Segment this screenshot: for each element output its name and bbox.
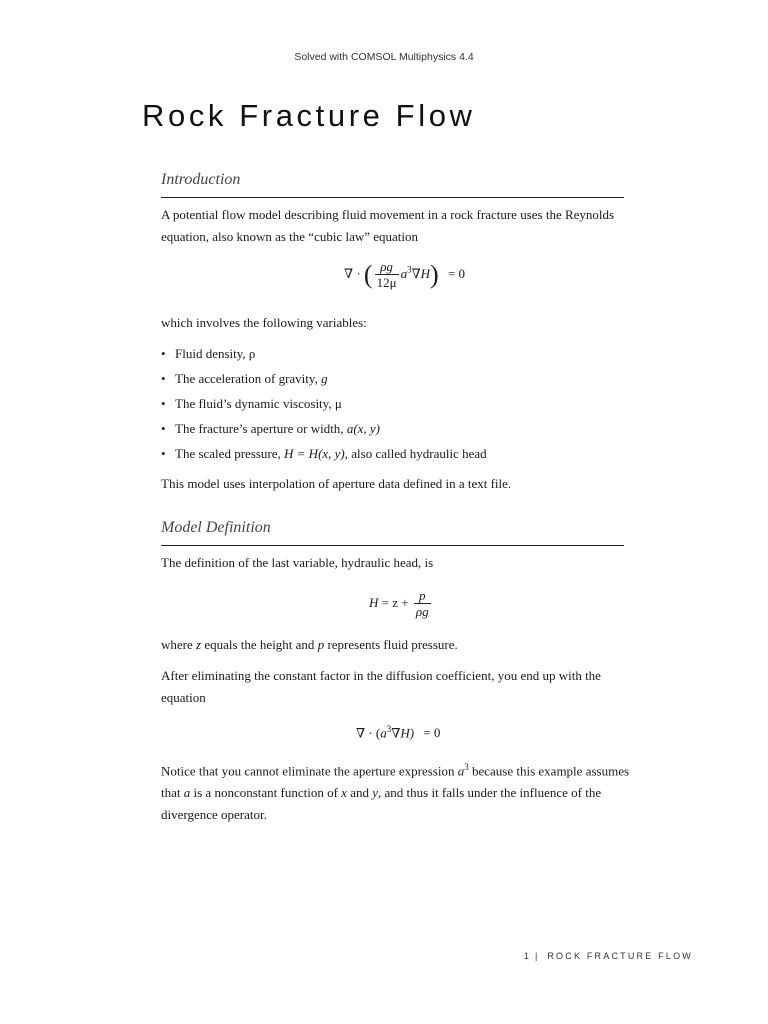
symbol-a: a bbox=[183, 785, 191, 801]
equation-hydraulic-head bbox=[369, 588, 433, 620]
text: Notice that you cannot eliminate the aperture expression bbox=[161, 763, 458, 779]
list-item-symbol: a(x, y) bbox=[346, 421, 381, 436]
page-footer bbox=[524, 951, 693, 961]
list-item-text: Fluid density, bbox=[175, 346, 249, 361]
section-heading-model-definition: Model Definition bbox=[161, 519, 271, 536]
model-paragraph-1: The definition of the last variable, hydraulic head, is bbox=[161, 555, 434, 570]
symbol-exponent: 3 bbox=[464, 762, 469, 772]
eq-numerator: ρg bbox=[375, 259, 399, 275]
section-rule bbox=[161, 197, 624, 198]
equation-reduced bbox=[356, 724, 440, 741]
model-paragraph-4 bbox=[161, 756, 631, 826]
section-rule bbox=[161, 545, 624, 546]
footer-running-title: ROCK FRACTURE FLOW bbox=[547, 951, 693, 961]
eq-exponent: 3 bbox=[386, 724, 392, 734]
eq-grad-h: ∇H bbox=[411, 265, 431, 281]
model-paragraph-2 bbox=[161, 634, 631, 656]
eq-exponent: 3 bbox=[407, 264, 412, 275]
eq-left-paren: ( bbox=[363, 260, 373, 289]
model-paragraph-3: After eliminating the constant factor in the diffusion coefficient, you end up with the equation bbox=[161, 668, 601, 705]
eq-fraction bbox=[375, 259, 399, 291]
list-item-symbol: H = H(x, y) bbox=[284, 446, 345, 461]
intro-paragraph-1: A potential flow model describing fluid movement in a rock fracture uses the Reynolds equation, also known as the “cubic law” equation bbox=[161, 207, 615, 244]
list-item-text: The scaled pressure, bbox=[175, 446, 285, 461]
text: where bbox=[161, 637, 197, 652]
running-header: Solved with COMSOL Multiphysics 4.4 bbox=[294, 51, 474, 63]
list-item bbox=[161, 368, 621, 393]
bullet-icon: • bbox=[161, 421, 166, 436]
symbol-y: y bbox=[372, 785, 379, 801]
symbol-x: x bbox=[341, 785, 347, 801]
page-title: Rock Fracture Flow bbox=[142, 98, 476, 133]
bullet-icon: • bbox=[161, 371, 166, 386]
text: represents fluid pressure. bbox=[324, 637, 458, 652]
text: is a nonconstant function of bbox=[190, 785, 342, 801]
eq-denominator: 12μ bbox=[376, 275, 397, 290]
eq-rhs: = 0 bbox=[447, 265, 466, 281]
list-item-text: The acceleration of gravity, bbox=[175, 371, 322, 386]
section-heading-introduction: Introduction bbox=[161, 171, 241, 188]
list-item bbox=[161, 418, 621, 443]
symbol-p: p bbox=[317, 637, 325, 652]
list-item-text: The fluid’s dynamic viscosity, bbox=[175, 396, 335, 411]
text: , and thus it falls under the influence of the divergence operator. bbox=[161, 785, 602, 823]
list-item-symbol: g bbox=[321, 371, 328, 386]
bullet-icon: • bbox=[161, 396, 166, 411]
symbol-z: z bbox=[196, 637, 202, 652]
list-item-symbol: ρ bbox=[248, 346, 256, 361]
eq-denominator: ρg bbox=[415, 604, 429, 619]
eq-rhs: = 0 bbox=[423, 725, 441, 741]
list-item-text: The fracture’s aperture or width, bbox=[175, 421, 347, 436]
list-item-text-tail: , also called hydraulic head bbox=[344, 446, 487, 461]
text: equals the height and bbox=[201, 637, 318, 652]
eq-grad-h: ∇H) bbox=[391, 725, 415, 741]
eq-mid: = z + bbox=[381, 594, 409, 610]
list-item bbox=[161, 393, 621, 418]
eq-nabla: ∇ · bbox=[344, 265, 361, 281]
symbol-a: a bbox=[457, 763, 465, 779]
list-item bbox=[161, 443, 621, 468]
bullet-icon: • bbox=[161, 446, 166, 461]
eq-numerator: p bbox=[414, 588, 431, 604]
eq-aperture: a bbox=[380, 725, 387, 741]
eq-lhs: H bbox=[369, 594, 379, 610]
text: because this example assumes that bbox=[161, 763, 630, 801]
intro-paragraph-2: which involves the following variables: bbox=[161, 315, 367, 330]
text: and bbox=[346, 785, 373, 801]
intro-paragraph-3: This model uses interpolation of aperture data defined in a text file. bbox=[161, 476, 512, 491]
list-item bbox=[161, 343, 621, 368]
eq-fraction bbox=[414, 588, 431, 620]
equation-cubic-law bbox=[344, 259, 465, 291]
eq-right-paren: ) bbox=[430, 260, 439, 289]
eq-pre: ∇ · ( bbox=[356, 725, 381, 741]
list-item-symbol: μ bbox=[334, 396, 342, 411]
page-number: 1 bbox=[524, 951, 530, 961]
bullet-icon: • bbox=[161, 346, 166, 361]
footer-separator: | bbox=[535, 951, 538, 961]
variable-list bbox=[161, 343, 621, 468]
eq-aperture: a bbox=[400, 265, 408, 281]
